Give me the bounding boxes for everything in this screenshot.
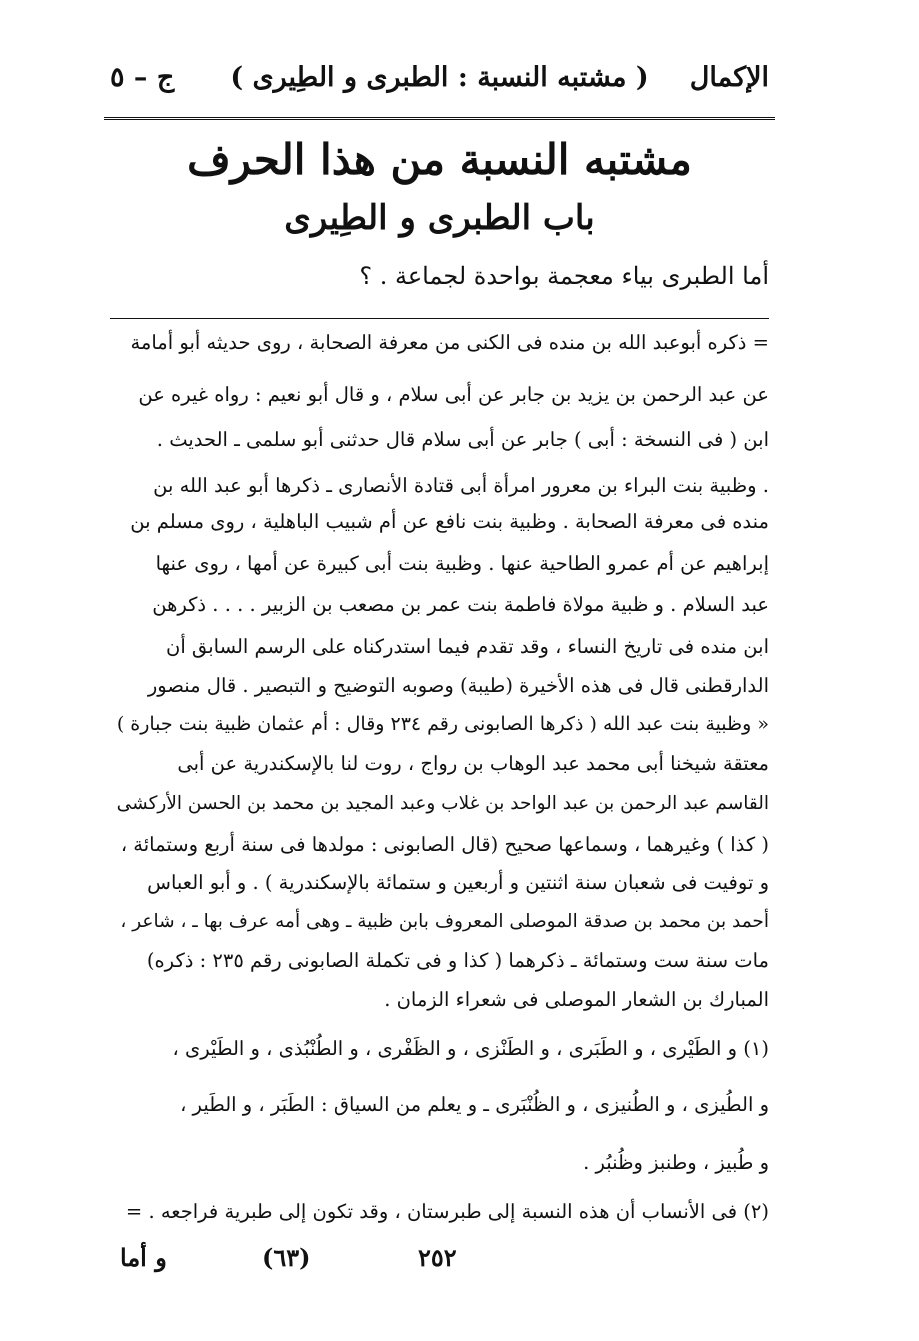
footnote-line: القاسم عبد الرحمن بن عبد الواحد بن غلاب وعبد المجيد بن محمد بن الحسن الأركشى: [116, 793, 769, 814]
catchword: و أما: [120, 1243, 167, 1272]
footnote-line: (٢) فى الأنساب أن هذه النسبة إلى طبرستان ، وقد تكون إلى طبرية فراجعه . =: [125, 1200, 769, 1223]
footnote-line: عن عبد الرحمن بن يزيد بن جابر عن أبى سلام ، و قال أبو نعيم : رواه غيره عن: [138, 383, 769, 406]
page-title: مشتبه النسبة من هذا الحرف: [187, 135, 692, 184]
footnote-line: (١) و الطَيْرى ، و الطَبَرى ، و الطَنْزى ، و الظَفْرى ، و الطُنْبُذى ، و الطَيْرى ،: [172, 1037, 769, 1060]
header-rule: [104, 117, 775, 120]
footnote-line: المبارك بن الشعار الموصلى فى شعراء الزمان .: [384, 988, 769, 1011]
footnote-line: و الطُيزى ، و الطُنيزى ، و الظُنْبَرى ـ و يعلم من السياق : الطَبَر ، و الطَير ،: [180, 1093, 769, 1116]
footnote-line: . وظبية بنت البراء بن معرور امرأة أبى قتادة الأنصارى ـ ذكرها أبو عبد الله بن: [153, 474, 769, 497]
footnote-separator: [110, 318, 769, 319]
footnote-line: ابن منده فى تاريخ النساء ، وقد تقدم فيما استدركناه على الرسم السابق أن: [166, 635, 769, 658]
footnote-line: « وظبية بنت عبد الله ( ذكرها الصابونى رقم ٢٣٤ وقال : أم عثمان ظبية بنت جبارة ): [116, 713, 769, 735]
running-header: [110, 62, 769, 106]
footnote-line: أحمد بن محمد بن صدقة الموصلى المعروف بابن ظبية ـ وهى أمه عرف بها ـ ، شاعر ،: [120, 911, 769, 932]
footnote-line: و طُبيز ، وطنبز وظُنبُر .: [583, 1151, 769, 1174]
footnote-line: منده فى معرفة الصحابة . وظبية بنت نافع عن أم شبيب الباهلية ، روى مسلم بن: [130, 510, 769, 533]
footnote-line: = ذكره أبوعبد الله بن منده فى الكنى من معرفة الصحابة ، روى حديثه أبو أمامة: [130, 331, 769, 354]
footnote-line: مات سنة ست وستمائة ـ ذكرهما ( كذا و فى تكملة الصابونى رقم ٢٣٥ : ذكره): [146, 949, 769, 972]
section-title: ( مشتبه النسبة : الطبرى و الطِيرى ): [230, 62, 649, 93]
footnote-line: ابن ( فى النسخة : أبى ) جابر عن أبى سلام قال حدثنى أبو سلمى ـ الحديث .: [156, 428, 769, 451]
chapter-heading: باب الطبرى و الطِيرى: [284, 198, 595, 238]
page-number: ٢٥٢: [418, 1243, 457, 1272]
intro-text: أما الطبرى بياء معجمة بواحدة لجماعة . ؟: [359, 262, 769, 290]
volume-page-number: (٦٣): [262, 1243, 311, 1272]
footnote-line: إبراهيم عن أم عمرو الطاحية عنها . وظبية بنت أبى كبيرة عن أمها ، روى عنها: [155, 552, 769, 575]
footnote-line: الدارقطنى قال فى هذه الأخيرة (طيبة) وصوبه التوضيح و التبصير . قال منصور: [147, 674, 769, 697]
footnote-line: معتقة شيخنا أبى محمد عبد الوهاب بن رواج ، روت لنا بالإسكندرية عن أبى: [177, 752, 769, 775]
footnote-line: ( كذا ) وغيرهما ، وسماعها صحيح (قال الصابونى : مولدها فى سنة أربع وستمائة ،: [120, 833, 769, 856]
footnote-line: و توفيت فى شعبان سنة اثنتين و أربعين و ستمائة بالإسكندرية ) . و أبو العباس: [147, 871, 769, 894]
book-title: الإكمال: [689, 62, 769, 93]
volume-number: ج – ٥: [110, 62, 175, 93]
footnote-line: عبد السلام . و ظبية مولاة فاطمة بنت عمر بن مصعب بن الزبير . . . . ذكرهن: [152, 593, 769, 616]
